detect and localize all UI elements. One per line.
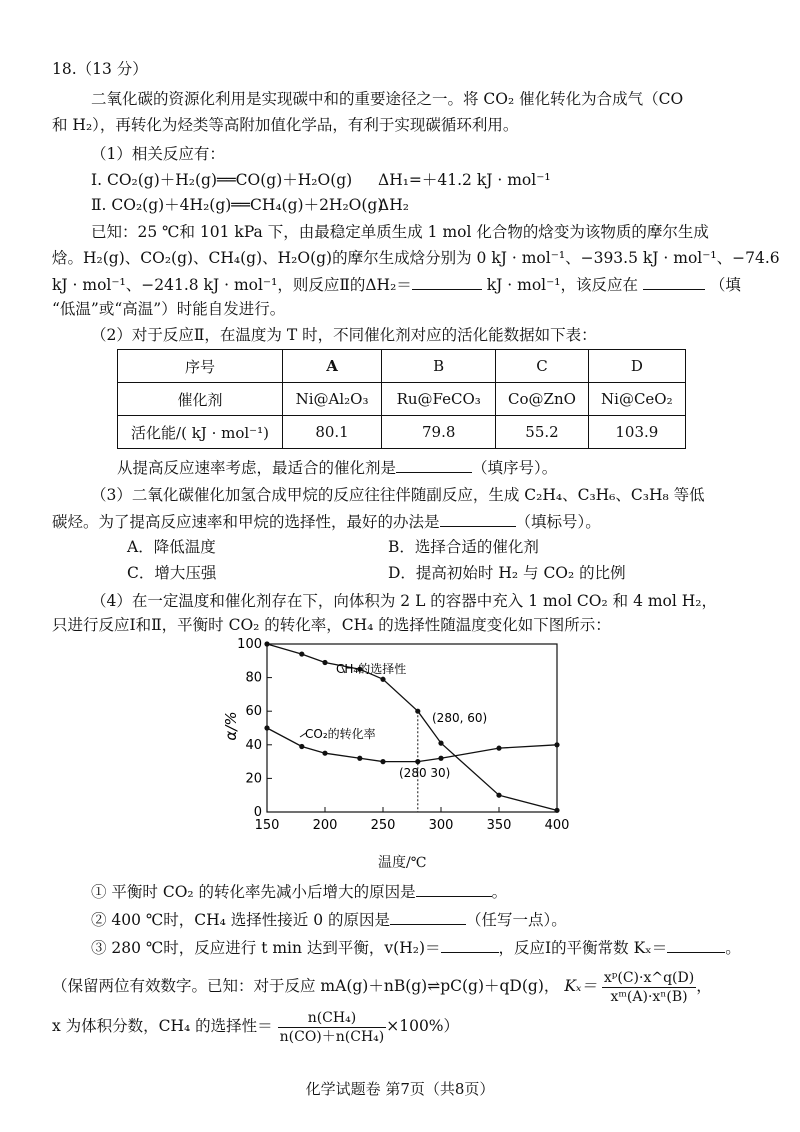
part2-question-end: （填序号）。 xyxy=(472,459,558,477)
x-tick-label: 250 xyxy=(370,818,396,833)
ch4-selectivity-point xyxy=(264,641,269,646)
part3-line-1: （3）二氧化碳催化加氢合成甲烷的反应往往伴随副反应，生成 C₂H₄、C₃H₆、C₃H₈ 等低 xyxy=(91,486,705,504)
ch4-selectivity-point xyxy=(438,741,443,746)
legend-co2-conversion: CO₂的转化率 xyxy=(305,727,376,741)
y-tick-label: 0 xyxy=(253,805,262,820)
table-cell: Ru@FeCO₃ xyxy=(382,383,496,416)
x-tick-label: 300 xyxy=(428,818,454,833)
note-line-2 xyxy=(52,1006,459,1046)
table-cell: 79.8 xyxy=(382,416,496,449)
table-cell: 103.9 xyxy=(588,416,685,449)
table-cell: 80.1 xyxy=(283,416,382,449)
table-header-cell: C xyxy=(496,350,588,383)
answer-blank-reason-1[interactable] xyxy=(416,880,492,897)
table-row xyxy=(118,416,686,449)
part3-question-end: （填标号）。 xyxy=(515,513,601,531)
ch4-selectivity-point xyxy=(299,651,304,656)
note-line-1 xyxy=(52,966,712,1006)
intro-line-1: 二氧化碳的资源化利用是实现碳中和的重要途径之一。将 CO₂ 催化转化为合成气（CO xyxy=(91,90,684,108)
known-line-3 xyxy=(52,273,741,296)
table-cell: 55.2 xyxy=(496,416,588,449)
co2-conversion-point xyxy=(496,746,501,751)
sub-question-3-text-b: ，反应Ⅰ的平衡常数 Kₓ＝ xyxy=(498,939,668,957)
selectivity-numerator: n(CH₄) xyxy=(278,1009,387,1028)
known-line-3-a: kJ · mol⁻¹、−241.8 kJ · mol⁻¹，则反应Ⅱ的ΔH₂＝ xyxy=(52,276,412,294)
answer-blank-temperature[interactable] xyxy=(643,273,705,290)
note-text-a: （保留两位有效数字。已知：对于反应 mA(g)＋nB(g)⇌pC(g)＋qD(g)， xyxy=(52,977,560,995)
reaction-2: Ⅱ. CO₂(g)＋4H₂(g)══CH₄(g)＋2H₂O(g) xyxy=(91,196,384,214)
legend-ch4-selectivity: CH₄的选择性 xyxy=(336,662,407,676)
note-text-b: x 为体积分数，CH₄ 的选择性＝ xyxy=(52,1017,273,1035)
annotation-280-30: (280 30) xyxy=(399,766,451,780)
ch4-selectivity-point xyxy=(415,709,420,714)
intro-line-2: 和 H₂），再转化为烃类等高附加值化学品，有利于实现碳循环利用。 xyxy=(52,116,519,134)
note-kx-symbol: Kₓ＝ xyxy=(564,977,597,995)
x-tick-label: 150 xyxy=(254,818,280,833)
x-tick-label: 200 xyxy=(312,818,338,833)
catalyst-table xyxy=(117,349,686,449)
kx-denominator: xᵐ(A)·xⁿ(B) xyxy=(610,988,688,1005)
answer-blank-reason-2[interactable] xyxy=(390,908,466,925)
ch4-selectivity-point xyxy=(554,808,559,813)
co2-conversion-point xyxy=(322,751,327,756)
co2-conversion-point xyxy=(380,759,385,764)
part3-line-2 xyxy=(52,510,601,533)
co2-conversion-point xyxy=(438,756,443,761)
answer-blank-catalyst[interactable] xyxy=(396,456,472,473)
y-tick-label: 80 xyxy=(245,670,262,686)
answer-blank-dh2[interactable] xyxy=(412,273,482,290)
sub-question-2-end: （任写一点）。 xyxy=(466,911,567,929)
table-header-cell: B xyxy=(382,350,496,383)
table-cell: Ni@Al₂O₃ xyxy=(283,383,382,416)
table-header-cell: D xyxy=(588,350,685,383)
table-cell: 活化能/( kJ · mol⁻¹) xyxy=(118,416,283,449)
question-number: 18.（13 分） xyxy=(52,60,148,78)
known-line-4: “低温”或“高温”）时能自发进行。 xyxy=(52,300,286,318)
table-cell: 催化剂 xyxy=(118,383,283,416)
answer-blank-method[interactable] xyxy=(440,510,516,527)
part2-title: （2）对于反应Ⅱ，在温度为 T 时，不同催化剂对应的活化能数据如下表： xyxy=(91,326,597,344)
option-c: C．增大压强 xyxy=(127,564,217,582)
sub-question-1-end: 。 xyxy=(491,883,508,901)
selectivity-denominator: n(CO)＋n(CH₄) xyxy=(279,1028,385,1045)
answer-blank-kx[interactable] xyxy=(667,936,725,953)
co2-conversion-point xyxy=(554,742,559,747)
y-tick-label: 20 xyxy=(245,771,262,787)
table-header-cell: 序号 xyxy=(118,350,283,383)
page-footer: 化学试题卷 第7页（共8页） xyxy=(305,1080,495,1098)
note-kx-end: ， xyxy=(696,977,712,995)
option-b: B．选择合适的催化剂 xyxy=(388,538,539,556)
x-tick-label: 400 xyxy=(544,818,570,833)
sub-question-3 xyxy=(91,936,741,959)
reaction-2-enthalpy: ΔH₂ xyxy=(378,196,409,214)
reaction-1: Ⅰ. CO₂(g)＋H₂(g)══CO(g)＋H₂O(g) xyxy=(91,171,353,189)
y-axis-label: α/% xyxy=(222,711,240,741)
note-text-c: ×100%） xyxy=(386,1017,460,1035)
sub-question-1-text: ① 平衡时 CO₂ 的转化率先减小后增大的原因是 xyxy=(91,883,416,901)
x-tick-label: 350 xyxy=(486,818,512,833)
co2-conversion-point xyxy=(415,759,420,764)
part2-question-text: 从提高反应速率考虑，最适合的催化剂是 xyxy=(117,459,397,477)
ch4-selectivity-point xyxy=(322,660,327,665)
table-row xyxy=(118,350,686,383)
sub-question-2 xyxy=(91,908,567,931)
co2-conversion-point xyxy=(264,725,269,730)
known-line-1: 已知：25 ℃和 101 kPa 下，由最稳定单质生成 1 mol 化合物的焓变为该物质的摩尔生成 xyxy=(91,223,709,241)
reaction-1-enthalpy: ΔH₁=＋41.2 kJ · mol⁻¹ xyxy=(378,171,551,189)
answer-blank-rate[interactable] xyxy=(441,936,499,953)
annotation-280-60: (280, 60) xyxy=(432,711,488,725)
selectivity-fraction xyxy=(278,1009,387,1046)
option-d: D．提高初始时 H₂ 与 CO₂ 的比例 xyxy=(388,564,626,582)
sub-question-3-end: 。 xyxy=(725,939,741,957)
equilibrium-chart xyxy=(222,636,582,851)
sub-question-3-text: ③ 280 ℃时，反应进行 t min 达到平衡，v(H₂)＝ xyxy=(91,939,441,957)
part1-title: （1）相关反应有： xyxy=(91,145,225,163)
kx-fraction xyxy=(602,969,696,1006)
part4-line-2: 只进行反应Ⅰ和Ⅱ，平衡时 CO₂ 的转化率，CH₄ 的选择性随温度变化如下图所示： xyxy=(52,616,611,634)
table-header-cell: A xyxy=(283,350,382,383)
part4-line-1: （4）在一定温度和催化剂存在下，向体积为 2 L 的容器中充入 1 mol CO₂ 和 4 mol H₂， xyxy=(91,592,717,610)
part3-question-text: 碳烃。为了提高反应速率和甲烷的选择性，最好的办法是 xyxy=(52,513,440,531)
known-line-2: 焓。H₂(g)、CO₂(g)、CH₄(g)、H₂O(g)的摩尔生成焓分别为 0 kJ · mol⁻¹、−393.5 kJ · mol⁻¹、−74.6 xyxy=(52,249,780,267)
part2-question xyxy=(117,456,557,479)
table-cell: Co@ZnO xyxy=(496,383,588,416)
y-tick-label: 100 xyxy=(237,637,262,652)
known-line-3-c: （填 xyxy=(709,276,741,294)
ch4-selectivity-point xyxy=(496,793,501,798)
kx-numerator: xᵖ(C)·x^q(D) xyxy=(603,969,695,986)
known-line-3-b: kJ · mol⁻¹，该反应在 xyxy=(486,276,639,294)
option-a: A．降低温度 xyxy=(127,538,216,556)
co2-conversion-point xyxy=(299,744,304,749)
ch4-selectivity-point xyxy=(380,677,385,682)
y-tick-label: 60 xyxy=(245,704,262,720)
co2-conversion-point xyxy=(357,756,362,761)
table-row xyxy=(118,383,686,416)
table-cell: Ni@CeO₂ xyxy=(588,383,685,416)
y-tick-label: 40 xyxy=(245,737,262,753)
x-axis-label: 温度/℃ xyxy=(378,855,427,871)
sub-question-2-text: ② 400 ℃时，CH₄ 选择性接近 0 的原因是 xyxy=(91,911,391,929)
sub-question-1 xyxy=(91,880,507,903)
